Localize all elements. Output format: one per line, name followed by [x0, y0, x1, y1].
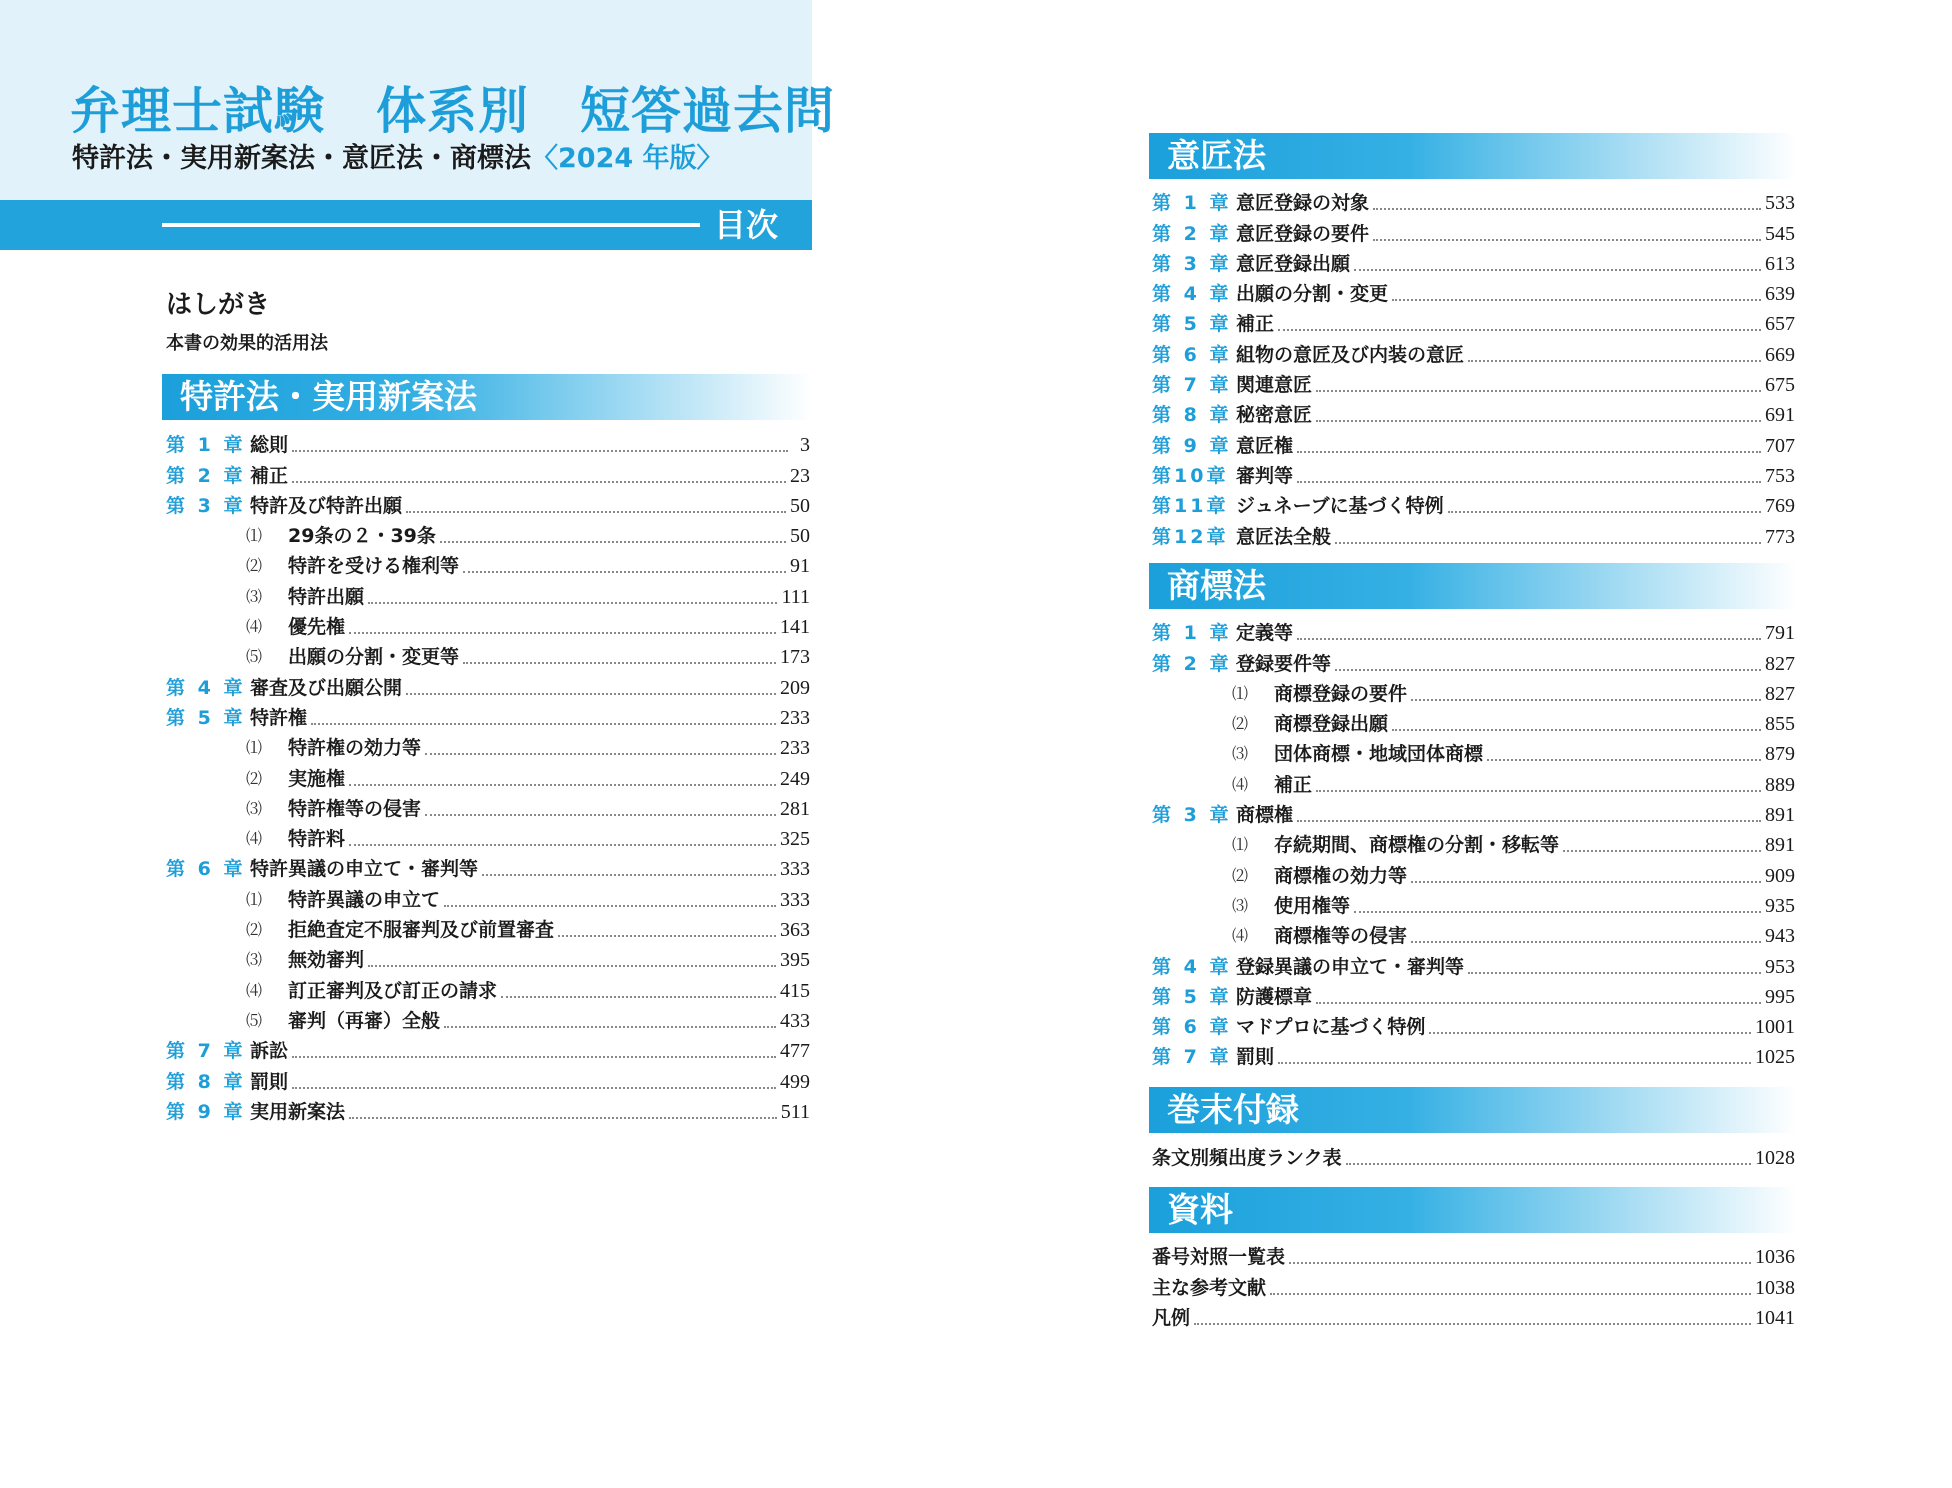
- page-number: 50: [790, 494, 810, 517]
- toc-chapter-entry[interactable]: [1152, 645, 1795, 675]
- page-number: 477: [780, 1040, 810, 1063]
- toc-subentry[interactable]: [166, 942, 810, 972]
- chapter-number: 第11章: [1152, 495, 1229, 518]
- page-number: 209: [780, 676, 810, 699]
- subsection-number: ⑷: [1232, 926, 1249, 946]
- toc-chapter-entry[interactable]: [1152, 615, 1795, 645]
- entry-title: 補正: [250, 464, 289, 487]
- toc-subentry[interactable]: [166, 548, 810, 578]
- toc-chapter-entry[interactable]: [1152, 367, 1795, 397]
- entry-title: 審判（再審）全般: [288, 1009, 441, 1032]
- page-number: 889: [1765, 773, 1795, 796]
- page-number: 953: [1765, 955, 1795, 978]
- chapter-number: 第 8 章: [1152, 404, 1232, 427]
- dot-leader: [463, 662, 776, 664]
- entry-title: 特許を受ける権利等: [288, 555, 460, 578]
- toc-chapter-entry[interactable]: [166, 1063, 810, 1093]
- entry-title: 防護標章: [1236, 985, 1313, 1008]
- dot-leader: [1468, 972, 1761, 974]
- section-title-trademark: 商標法: [1167, 566, 1266, 605]
- dot-leader: [349, 1117, 777, 1119]
- entry-title: 訂正審判及び訂正の請求: [288, 979, 498, 1002]
- toc-subentry[interactable]: [166, 881, 810, 911]
- entry-title: 主な参考文献: [1152, 1276, 1267, 1299]
- subsection-number: ⑵: [1232, 865, 1249, 885]
- dot-leader: [501, 996, 776, 998]
- chapter-number: 第 1 章: [166, 434, 246, 457]
- toc-chapter-entry[interactable]: [1152, 1039, 1795, 1069]
- toc-subentry[interactable]: [166, 1003, 810, 1033]
- toc-chapter-entry[interactable]: [166, 1033, 810, 1063]
- book-title: 弁理士試験 体系別 短答過去問: [70, 82, 835, 140]
- page-number: 691: [1765, 404, 1795, 427]
- entry-title: 存続期間、商標権の分割・移転等: [1274, 834, 1560, 857]
- dot-leader: [1373, 239, 1761, 241]
- dot-leader: [1429, 1032, 1751, 1034]
- page-number: 879: [1765, 743, 1795, 766]
- toc-entry[interactable]: [1152, 1239, 1795, 1269]
- toc-chapter-entry[interactable]: [166, 427, 810, 457]
- toc-entry[interactable]: [1152, 1300, 1795, 1330]
- entry-title: 実用新案法: [250, 1100, 346, 1123]
- dot-leader: [349, 844, 776, 846]
- chapter-number: 第 5 章: [1152, 985, 1232, 1008]
- page-number: 533: [1765, 192, 1795, 215]
- entry-title: 優先権: [288, 616, 346, 639]
- section-title-patent: 特許法・実用新案法: [180, 377, 477, 416]
- entry-title: 特許出願: [288, 585, 365, 608]
- entry-title: 商標権の効力等: [1274, 864, 1408, 887]
- subsection-number: ⑶: [1232, 895, 1249, 915]
- dot-leader: [1297, 820, 1761, 822]
- entry-title: 凡例: [1152, 1306, 1191, 1329]
- entry-title: 特許権等の侵害: [288, 797, 422, 820]
- toc-list-materials: [1152, 1239, 1795, 1330]
- page-number: 827: [1765, 652, 1795, 675]
- toc-subentry[interactable]: [166, 791, 810, 821]
- page-number: 639: [1765, 283, 1795, 306]
- entry-title: 条文別頻出度ランク表: [1152, 1147, 1342, 1170]
- toc-chapter-entry[interactable]: [1152, 458, 1795, 488]
- entry-title: 意匠権: [1236, 434, 1294, 457]
- page-number: 769: [1765, 495, 1795, 518]
- toc-chapter-entry[interactable]: [1152, 246, 1795, 276]
- entry-title: 商標登録出願: [1274, 713, 1389, 736]
- page-number: 707: [1765, 434, 1795, 457]
- dot-leader: [368, 965, 776, 967]
- entry-title: ジュネーブに基づく特例: [1236, 495, 1444, 518]
- page-number: 773: [1765, 525, 1795, 548]
- chapter-number: 第 4 章: [1152, 955, 1232, 978]
- page-number: 1036: [1755, 1246, 1795, 1269]
- toc-subentry[interactable]: [1152, 827, 1795, 857]
- entry-title: 定義等: [1236, 622, 1294, 645]
- dot-leader: [425, 814, 776, 816]
- page-number: 791: [1765, 622, 1795, 645]
- toc-list-patent: [166, 427, 810, 1124]
- dot-leader: [292, 1087, 776, 1089]
- toc-chapter-entry[interactable]: [1152, 427, 1795, 457]
- section-title-design: 意匠法: [1167, 136, 1266, 175]
- subsection-number: ⑵: [1232, 714, 1249, 734]
- entry-title: 商標権: [1236, 804, 1294, 827]
- toc-subentry[interactable]: [166, 518, 810, 548]
- right-page: [976, 0, 1952, 1488]
- dot-leader: [1335, 669, 1761, 671]
- page-number: 1038: [1755, 1276, 1795, 1299]
- dot-leader: [1289, 1262, 1751, 1264]
- chapter-number: 第 9 章: [166, 1100, 246, 1123]
- chapter-number: 第10章: [1152, 464, 1229, 487]
- toc-subentry[interactable]: [1152, 888, 1795, 918]
- subsection-number: ⑶: [1232, 744, 1249, 764]
- chapter-number: 第 7 章: [166, 1040, 246, 1063]
- section-header-patent: [162, 374, 812, 420]
- dot-leader: [558, 935, 776, 937]
- dot-leader: [1487, 759, 1761, 761]
- toc-bar: [0, 200, 812, 250]
- dot-leader: [1316, 790, 1761, 792]
- toc-label: 目次: [714, 206, 779, 244]
- page-number: 395: [780, 949, 810, 972]
- entry-title: 特許料: [288, 828, 346, 851]
- toc-chapter-entry[interactable]: [1152, 1009, 1795, 1039]
- subsection-number: ⑷: [246, 617, 263, 637]
- subsection-number: ⑶: [246, 798, 263, 818]
- preface-heading[interactable]: はしがき: [166, 290, 271, 320]
- entry-title: 意匠登録の対象: [1236, 192, 1370, 215]
- toc-chapter-entry[interactable]: [166, 851, 810, 881]
- dot-leader: [1354, 911, 1761, 913]
- subsection-number: ⑴: [246, 738, 263, 758]
- page-number: 433: [780, 1009, 810, 1032]
- toc-chapter-entry[interactable]: [1152, 276, 1795, 306]
- book-subtitle: [72, 145, 724, 172]
- subsection-number: ⑶: [246, 950, 263, 970]
- dot-leader: [349, 632, 776, 634]
- entry-title: 補正: [1274, 773, 1313, 796]
- dot-leader: [440, 541, 786, 543]
- dot-leader: [1270, 1293, 1751, 1295]
- page-number: 249: [780, 767, 810, 790]
- dot-leader: [425, 753, 776, 755]
- toc-chapter-entry[interactable]: [1152, 336, 1795, 366]
- dot-leader: [482, 874, 776, 876]
- chapter-number: 第12章: [1152, 525, 1229, 548]
- subsection-number: ⑷: [246, 829, 263, 849]
- dot-leader: [1278, 1062, 1751, 1064]
- dot-leader: [1194, 1323, 1751, 1325]
- entry-title: 意匠登録の要件: [1236, 222, 1370, 245]
- dot-leader: [444, 905, 776, 907]
- page-number: 281: [780, 797, 810, 820]
- dot-leader: [368, 602, 777, 604]
- toc-subentry[interactable]: [166, 730, 810, 760]
- toc-subentry[interactable]: [1152, 706, 1795, 736]
- dot-leader: [1297, 638, 1761, 640]
- entry-title: 関連意匠: [1236, 374, 1313, 397]
- toc-list-appendix: [1152, 1140, 1795, 1170]
- page-number: 173: [780, 646, 810, 669]
- toc-chapter-entry[interactable]: [1152, 797, 1795, 827]
- toc-chapter-entry[interactable]: [166, 488, 810, 518]
- dot-leader: [292, 450, 788, 452]
- page-number: 363: [780, 919, 810, 942]
- toc-chapter-entry[interactable]: [1152, 518, 1795, 548]
- dot-leader: [349, 784, 776, 786]
- page-number: 415: [780, 979, 810, 1002]
- chapter-number: 第 3 章: [1152, 252, 1232, 275]
- subsection-number: ⑵: [246, 920, 263, 940]
- dot-leader: [1373, 208, 1761, 210]
- page-number: 333: [780, 888, 810, 911]
- chapter-number: 第 1 章: [1152, 622, 1232, 645]
- subsection-number: ⑶: [246, 586, 263, 606]
- dot-leader: [1392, 729, 1761, 731]
- entry-title: 登録要件等: [1236, 652, 1332, 675]
- section-header-appendix: [1149, 1087, 1797, 1133]
- dot-leader: [1448, 511, 1761, 513]
- page-number: 669: [1765, 343, 1795, 366]
- entry-title: 総則: [250, 434, 289, 457]
- chapter-number: 第 3 章: [166, 494, 246, 517]
- dot-leader: [1316, 1002, 1761, 1004]
- chapter-number: 第 5 章: [166, 706, 246, 729]
- page-number: 1001: [1755, 1016, 1795, 1039]
- dot-leader: [406, 693, 776, 695]
- entry-title: 訴訟: [250, 1040, 289, 1063]
- entry-title: 特許異議の申立て・審判等: [250, 858, 479, 881]
- page-number: 233: [780, 706, 810, 729]
- dot-leader: [1563, 850, 1761, 852]
- entry-title: 出願の分割・変更: [1236, 283, 1389, 306]
- chapter-number: 第 6 章: [1152, 343, 1232, 366]
- page-number: 827: [1765, 682, 1795, 705]
- page-number: 499: [780, 1070, 810, 1093]
- page-number: 23: [790, 464, 810, 487]
- dot-leader: [1346, 1163, 1751, 1165]
- chapter-number: 第 4 章: [166, 676, 246, 699]
- chapter-number: 第 2 章: [166, 464, 246, 487]
- dot-leader: [1392, 299, 1761, 301]
- page-number: 511: [780, 1100, 810, 1123]
- toc-chapter-entry[interactable]: [1152, 306, 1795, 336]
- subsection-number: ⑴: [1232, 683, 1249, 703]
- page-number: 333: [780, 858, 810, 881]
- toc-chapter-entry[interactable]: [166, 457, 810, 487]
- section-title-appendix: 巻末付録: [1167, 1090, 1299, 1129]
- entry-title: 罰則: [1236, 1046, 1275, 1069]
- entry-title: 特許異議の申立て: [288, 888, 441, 911]
- dot-leader: [406, 511, 786, 513]
- toc-subentry[interactable]: [1152, 676, 1795, 706]
- toc-subentry[interactable]: [166, 821, 810, 851]
- entry-title: 番号対照一覧表: [1152, 1246, 1286, 1269]
- entry-title: 拒絶査定不服審判及び前置審査: [288, 919, 555, 942]
- entry-title: 意匠法全般: [1236, 525, 1332, 548]
- chapter-number: 第 6 章: [166, 858, 246, 881]
- toc-entry[interactable]: [1152, 1269, 1795, 1299]
- page-number: 909: [1765, 864, 1795, 887]
- page-number: 935: [1765, 894, 1795, 917]
- entry-title: 審査及び出願公開: [250, 676, 403, 699]
- toc-subentry[interactable]: [166, 609, 810, 639]
- toc-subentry[interactable]: [166, 760, 810, 790]
- toc-chapter-entry[interactable]: [166, 700, 810, 730]
- toc-list-design: [1152, 185, 1795, 549]
- page-number: 233: [780, 737, 810, 760]
- entry-title: 登録異議の申立て・審判等: [1236, 955, 1465, 978]
- entry-title: 組物の意匠及び内装の意匠: [1236, 343, 1465, 366]
- chapter-number: 第 2 章: [1152, 222, 1232, 245]
- chapter-number: 第 3 章: [1152, 804, 1232, 827]
- entry-title: 秘密意匠: [1236, 404, 1313, 427]
- entry-title: 商標権等の侵害: [1274, 925, 1408, 948]
- page-number: 753: [1765, 464, 1795, 487]
- chapter-number: 第 8 章: [166, 1070, 246, 1093]
- subsection-number: ⑴: [1232, 835, 1249, 855]
- page-number: 995: [1765, 985, 1795, 1008]
- section-title-materials: 資料: [1167, 1190, 1233, 1229]
- chapter-number: 第 6 章: [1152, 1016, 1232, 1039]
- subsection-number: ⑵: [246, 768, 263, 788]
- dot-leader: [1316, 420, 1761, 422]
- chapter-number: 第 4 章: [1152, 283, 1232, 306]
- subsection-number: ⑷: [1232, 774, 1249, 794]
- entry-title: マドプロに基づく特例: [1236, 1016, 1426, 1039]
- subsection-number: ⑵: [246, 556, 263, 576]
- toc-subentry[interactable]: [1152, 857, 1795, 887]
- toc-chapter-entry[interactable]: [1152, 215, 1795, 245]
- section-header-trademark: [1149, 563, 1797, 609]
- entry-title: 意匠登録出願: [1236, 252, 1351, 275]
- chapter-number: 第 2 章: [1152, 652, 1232, 675]
- dot-leader: [1411, 699, 1761, 701]
- toc-chapter-entry[interactable]: [1152, 979, 1795, 1009]
- page-number: 91: [790, 555, 810, 578]
- entry-title: 無効審判: [288, 949, 365, 972]
- toc-entry[interactable]: [1152, 1140, 1795, 1170]
- section-header-materials: [1149, 1187, 1797, 1233]
- toc-chapter-entry[interactable]: [1152, 948, 1795, 978]
- page-number: 1028: [1755, 1147, 1795, 1170]
- entry-title: 特許権の効力等: [288, 737, 422, 760]
- page-number: 657: [1765, 313, 1795, 336]
- dot-leader: [1411, 941, 1761, 943]
- entry-title: 団体商標・地域団体商標: [1274, 743, 1484, 766]
- dot-leader: [311, 723, 776, 725]
- chapter-number: 第 1 章: [1152, 192, 1232, 215]
- toc-chapter-entry[interactable]: [166, 669, 810, 699]
- chapter-number: 第 5 章: [1152, 313, 1232, 336]
- entry-title: 補正: [1236, 313, 1275, 336]
- toc-chapter-entry[interactable]: [1152, 488, 1795, 518]
- toc-subentry[interactable]: [166, 639, 810, 669]
- dot-leader: [292, 1056, 776, 1058]
- toc-subentry[interactable]: [1152, 736, 1795, 766]
- entry-title: 審判等: [1236, 464, 1294, 487]
- dot-leader: [1335, 542, 1761, 544]
- book-edition: 〈2024 年版〉: [531, 143, 724, 174]
- dot-leader: [292, 481, 786, 483]
- dot-leader: [1468, 360, 1761, 362]
- page-number: 943: [1765, 925, 1795, 948]
- dot-leader: [1411, 881, 1761, 883]
- toc-subentry[interactable]: [1152, 766, 1795, 796]
- book-subtitle-text: 特許法・実用新案法・意匠法・商標法: [72, 143, 531, 174]
- entry-title: 特許及び特許出願: [250, 494, 403, 517]
- toc-chapter-entry[interactable]: [1152, 397, 1795, 427]
- dot-leader: [1278, 329, 1761, 331]
- page-number: 141: [780, 616, 810, 639]
- section-header-design: [1149, 133, 1797, 179]
- entry-title: 罰則: [250, 1070, 289, 1093]
- entry-title: 実施権: [288, 767, 346, 790]
- page-number: 50: [790, 525, 810, 548]
- page-number: 111: [781, 585, 810, 608]
- subsection-number: ⑷: [246, 980, 263, 1000]
- chapter-number: 第 9 章: [1152, 434, 1232, 457]
- subsection-number: ⑸: [246, 647, 263, 667]
- dot-leader: [1316, 390, 1761, 392]
- dot-leader: [444, 1026, 776, 1028]
- page-number: 891: [1765, 834, 1795, 857]
- entry-title: 使用権等: [1274, 894, 1351, 917]
- entry-title: 29条の２・39条: [288, 525, 436, 548]
- dot-leader: [1297, 451, 1761, 453]
- page-number: 545: [1765, 222, 1795, 245]
- dot-leader: [463, 571, 786, 573]
- page-number: 855: [1765, 713, 1795, 736]
- entry-title: 特許権: [250, 706, 308, 729]
- entry-title: 商標登録の要件: [1274, 682, 1408, 705]
- dot-leader: [1354, 269, 1761, 271]
- dot-leader: [1297, 481, 1761, 483]
- page-number: 613: [1765, 252, 1795, 275]
- toc-bar-rule: [162, 223, 700, 227]
- usage-guide-heading[interactable]: 本書の効果的活用法: [166, 333, 328, 354]
- page-number: 325: [780, 828, 810, 851]
- toc-subentry[interactable]: [166, 912, 810, 942]
- page-number: 1025: [1755, 1046, 1795, 1069]
- page-number: 675: [1765, 374, 1795, 397]
- entry-title: 出願の分割・変更等: [288, 646, 460, 669]
- chapter-number: 第 7 章: [1152, 1046, 1232, 1069]
- page-number: 891: [1765, 804, 1795, 827]
- subsection-number: ⑴: [246, 889, 263, 909]
- subsection-number: ⑴: [246, 526, 263, 546]
- toc-chapter-entry[interactable]: [166, 1094, 810, 1124]
- toc-subentry[interactable]: [166, 972, 810, 1002]
- toc-subentry[interactable]: [166, 578, 810, 608]
- toc-list-trademark: [1152, 615, 1795, 1069]
- chapter-number: 第 7 章: [1152, 374, 1232, 397]
- subsection-number: ⑸: [246, 1010, 263, 1030]
- toc-chapter-entry[interactable]: [1152, 185, 1795, 215]
- page-number: 3: [800, 434, 810, 457]
- page-number: 1041: [1755, 1306, 1795, 1329]
- toc-subentry[interactable]: [1152, 918, 1795, 948]
